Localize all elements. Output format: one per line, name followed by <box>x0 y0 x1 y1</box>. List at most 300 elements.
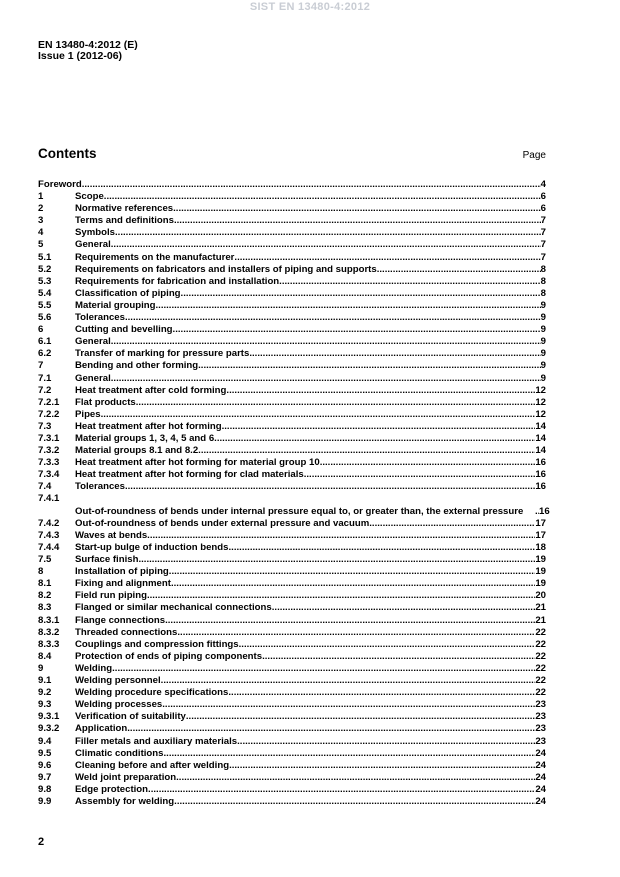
toc-entry-number: 8.3.1 <box>38 614 60 626</box>
toc-entry-body <box>75 505 550 518</box>
issue-label: Issue 1 (2012-06) <box>38 50 123 62</box>
toc-leader-dots <box>111 239 541 251</box>
toc-entry-number: 7.3.4 <box>38 469 60 481</box>
toc-entry-page: 6 <box>540 191 546 203</box>
toc-leader-dots <box>222 421 536 433</box>
toc-entry[interactable] <box>38 433 546 445</box>
toc-entry-body <box>75 627 546 639</box>
toc-entry-title[interactable]: Waves at bends <box>75 529 148 541</box>
toc-entry-page: 22 <box>535 675 546 687</box>
toc-entry-body <box>75 239 546 251</box>
contents-title: Contents <box>38 146 97 161</box>
toc-entry-number: 5.6 <box>38 312 52 324</box>
toc-leader-dots <box>377 264 541 276</box>
toc-entry[interactable] <box>38 748 546 760</box>
toc-entry-page: 17 <box>535 529 546 541</box>
toc-entry[interactable] <box>38 264 546 276</box>
toc-entry-body <box>75 639 546 651</box>
toc-entry[interactable] <box>38 348 546 360</box>
toc-leader-dots <box>155 300 540 312</box>
toc-leader-dots <box>169 566 536 578</box>
toc-entry-number: 8.3 <box>38 602 52 614</box>
toc-entry[interactable] <box>38 772 546 784</box>
toc-entry-number: 7.2.1 <box>38 396 60 408</box>
toc-entry[interactable] <box>38 796 546 808</box>
toc-entry-page: 12 <box>535 396 546 408</box>
toc-entry[interactable] <box>38 481 546 493</box>
toc-entry-title[interactable]: Material groups 8.1 and 8.2 <box>75 445 199 457</box>
toc-entry-number: 7.2.2 <box>38 408 60 420</box>
toc-entry-page: 22 <box>535 626 546 638</box>
toc-entry[interactable] <box>38 663 546 675</box>
toc-entry[interactable] <box>38 324 546 336</box>
toc-entry-page: 9 <box>540 312 546 324</box>
toc-leader-dots <box>320 457 536 469</box>
toc-entry-body <box>75 191 546 203</box>
toc-entry-body <box>75 736 546 748</box>
toc-entry-number: 9.3.1 <box>38 711 60 723</box>
toc-entry-body <box>75 651 546 663</box>
toc-entry-title[interactable]: Installation of piping <box>75 566 169 578</box>
toc-entry[interactable] <box>38 639 546 651</box>
toc-entry-number: 7.3.1 <box>38 432 60 444</box>
toc-entry-title[interactable]: Tolerances <box>75 481 125 493</box>
toc-entry-body <box>75 566 546 578</box>
toc-entry-title[interactable]: Normative references <box>75 203 174 215</box>
toc-entry-title[interactable]: Assembly for welding <box>75 795 175 807</box>
toc-entry[interactable] <box>38 615 546 627</box>
toc-entry-title[interactable]: Tolerances <box>75 312 125 324</box>
toc-entry-title[interactable]: Welding <box>75 662 113 674</box>
toc-entry-title[interactable]: Requirements on the manufacturer <box>75 251 235 263</box>
toc-entry-body <box>75 203 546 215</box>
toc-entry-number: 5.5 <box>38 299 52 311</box>
toc-entry-number: 5 <box>38 239 44 251</box>
toc-entry-title[interactable]: Application <box>75 723 128 735</box>
toc-leader-dots <box>173 203 541 215</box>
toc-entry-body <box>75 554 546 566</box>
toc-entry[interactable] <box>38 191 546 203</box>
toc-entry-number: 6.1 <box>38 336 52 348</box>
toc-entry-title[interactable]: Welding processes <box>75 699 163 711</box>
toc-entry[interactable] <box>38 373 546 385</box>
toc-entry[interactable] <box>38 590 546 602</box>
toc-entry-page: 22 <box>535 687 546 699</box>
toc-entry-body <box>75 360 546 372</box>
toc-entry-page: 20 <box>535 590 546 602</box>
toc-entry-title[interactable]: Heat treatment after cold forming <box>75 384 227 396</box>
toc-entry[interactable] <box>38 360 546 372</box>
toc-entry-page: 9 <box>540 360 546 372</box>
toc-entry[interactable] <box>38 252 546 264</box>
toc-entry-number: 9.9 <box>38 795 52 807</box>
toc-leader-dots <box>369 518 535 530</box>
toc-entry[interactable] <box>38 445 546 457</box>
toc-leader-dots <box>148 784 535 796</box>
toc-entry-page: 23 <box>535 711 546 723</box>
toc-entry-number: 7.4.4 <box>38 542 60 554</box>
toc-leader-dots <box>147 530 535 542</box>
toc-entry-title[interactable]: Fixing and alignment <box>75 578 171 590</box>
toc-entry-page: 19 <box>535 578 546 590</box>
toc-entry-number: 8.2 <box>38 590 52 602</box>
toc-entry[interactable] <box>38 784 546 796</box>
toc-entry[interactable] <box>38 421 546 433</box>
toc-entry[interactable] <box>38 687 546 699</box>
toc-entry[interactable] <box>38 457 546 469</box>
toc-entry[interactable] <box>38 469 546 481</box>
toc-entry-page: 23 <box>535 723 546 735</box>
toc-entry-body <box>75 457 546 469</box>
toc-entry-body <box>75 227 546 239</box>
toc-entry[interactable] <box>38 542 546 554</box>
toc-entry-page: 24 <box>535 771 546 783</box>
toc-entry[interactable] <box>38 723 546 735</box>
toc-leader-dots <box>234 252 540 264</box>
toc-entry-number: 9.4 <box>38 735 52 747</box>
toc-leader-dots <box>82 179 541 191</box>
toc-entry-page: 8 <box>540 275 546 287</box>
toc-entry-page: 7 <box>540 251 546 263</box>
toc-entry-title[interactable]: Protection of ends of piping components <box>75 650 263 662</box>
toc-entry-body <box>75 445 546 457</box>
toc-entry-title[interactable]: Edge protection <box>75 783 149 795</box>
toc-entry[interactable] <box>38 179 546 191</box>
toc-entry-title[interactable]: Pipes <box>75 408 101 420</box>
toc-leader-dots <box>181 288 541 300</box>
toc-leader-dots <box>101 409 536 421</box>
toc-entry-page: 16 <box>535 481 546 493</box>
toc-entry[interactable] <box>38 276 546 288</box>
toc-leader-dots <box>198 360 541 372</box>
toc-leader-dots <box>249 348 540 360</box>
toc-entry-body <box>75 215 546 227</box>
toc-entry-title[interactable]: Foreword <box>38 179 82 190</box>
toc-leader-dots <box>237 736 535 748</box>
toc-leader-dots <box>229 760 535 772</box>
toc-entry-page: 9 <box>540 299 546 311</box>
toc-entry-title[interactable]: Filler metals and auxiliary materials <box>75 735 238 747</box>
toc-entry-page: 23 <box>535 699 546 711</box>
toc-entry-number: 5.2 <box>38 263 52 275</box>
table-of-contents <box>38 179 550 808</box>
toc-entry-number: 7.3.3 <box>38 457 60 469</box>
toc-entry-title[interactable]: General <box>75 336 111 348</box>
toc-entry-title[interactable]: Requirements on fabricators and installers of piping and supports <box>75 263 377 275</box>
toc-entry[interactable] <box>38 651 546 663</box>
toc-leader-dots <box>164 748 536 760</box>
toc-entry-body <box>75 397 546 409</box>
toc-entry[interactable] <box>38 711 546 723</box>
toc-leader-dots <box>127 723 535 735</box>
toc-entry-number: 7 <box>38 360 44 372</box>
toc-entry[interactable] <box>38 566 546 578</box>
toc-entry-body <box>75 373 546 385</box>
toc-entry[interactable] <box>38 554 546 566</box>
toc-entry-body <box>75 772 546 784</box>
toc-leader-dots <box>174 215 541 227</box>
toc-leader-dots <box>111 336 541 348</box>
toc-entry-page: 16 <box>535 469 546 481</box>
toc-entry-number: 5.4 <box>38 287 52 299</box>
toc-leader-dots <box>147 590 535 602</box>
document-header <box>38 40 138 62</box>
toc-leader-dots <box>176 772 535 784</box>
toc-entry-page: 9 <box>540 324 546 336</box>
toc-entry-page: 24 <box>535 747 546 759</box>
toc-leader-dots <box>272 602 536 614</box>
toc-entry-page: 9 <box>540 336 546 348</box>
toc-entry-page: 12 <box>535 384 546 396</box>
toc-entry-page: 21 <box>535 614 546 626</box>
toc-entry-body <box>75 469 546 481</box>
toc-entry-page: 17 <box>535 517 546 529</box>
toc-entry-number: 9.6 <box>38 759 52 771</box>
toc-entry-body <box>75 663 546 675</box>
toc-entry-number: 9.5 <box>38 747 52 759</box>
toc-entry-number: 7.3 <box>38 420 52 432</box>
toc-entry-title[interactable]: Transfer of marking for pressure parts <box>75 348 250 360</box>
toc-entry-page: 22 <box>535 650 546 662</box>
toc-leader-dots <box>136 397 536 409</box>
toc-leader-dots <box>279 276 540 288</box>
toc-entry-title[interactable]: Flanged or similar mechanical connections <box>75 602 272 614</box>
toc-entry-number: 7.5 <box>38 554 52 566</box>
toc-entry-title[interactable]: Material grouping <box>75 299 156 311</box>
toc-entry-page: 7 <box>540 215 546 227</box>
toc-entry-title[interactable]: Threaded connections <box>75 626 178 638</box>
toc-leader-dots <box>112 663 535 675</box>
toc-entry-title[interactable]: Classification of piping <box>75 287 181 299</box>
toc-entry-page: 21 <box>535 602 546 614</box>
toc-entry-body <box>75 760 546 772</box>
toc-entry-page: 9 <box>540 348 546 360</box>
toc-entry-body <box>75 748 546 760</box>
toc-entry-page: 14 <box>535 420 546 432</box>
toc-entry-number: 9.1 <box>38 675 52 687</box>
toc-entry-number: 7.4.2 <box>38 517 60 529</box>
toc-entry-title[interactable]: Flange connections <box>75 614 166 626</box>
toc-entry-number: 8.3.2 <box>38 626 60 638</box>
toc-leader-dots <box>304 469 536 481</box>
toc-entry-body <box>75 784 546 796</box>
toc-entry[interactable] <box>38 530 546 542</box>
toc-entry-title[interactable]: Bending and other forming <box>75 360 199 372</box>
toc-entry-title[interactable]: Start-up bulge of induction bends <box>75 542 229 554</box>
toc-entry-page: 14 <box>535 445 546 457</box>
toc-entry-body <box>75 276 546 288</box>
toc-entry-title[interactable]: Material groups 1, 3, 4, 5 and 6 <box>75 432 215 444</box>
toc-entry-title[interactable]: Heat treatment after hot forming for clad materials <box>75 469 304 481</box>
toc-entry-body <box>75 542 546 554</box>
toc-entry-body <box>75 590 546 602</box>
toc-leader-dots <box>115 227 541 239</box>
toc-entry-title[interactable]: Surface finish <box>75 554 139 566</box>
toc-entry[interactable] <box>38 627 546 639</box>
toc-entry-body <box>75 796 546 808</box>
toc-entry-title[interactable]: Weld joint preparation <box>75 771 177 783</box>
toc-entry[interactable] <box>38 239 546 251</box>
toc-entry-title[interactable]: Cutting and bevelling <box>75 324 173 336</box>
toc-entry-title[interactable]: General <box>75 372 111 384</box>
toc-entry-number: 5.1 <box>38 251 52 263</box>
toc-entry[interactable] <box>38 300 546 312</box>
toc-entry[interactable] <box>38 736 546 748</box>
toc-entry-number: 7.3.2 <box>38 445 60 457</box>
toc-entry-number: 9.7 <box>38 771 52 783</box>
page-column-label: Page <box>522 150 546 161</box>
toc-entry-body <box>75 711 546 723</box>
toc-entry-title[interactable]: Terms and definitions <box>75 215 174 227</box>
toc-entry-title[interactable]: Cleaning before and after welding <box>75 759 230 771</box>
toc-entry-body <box>75 433 546 445</box>
toc-entry-body <box>75 252 546 264</box>
toc-leader-dots <box>198 445 535 457</box>
toc-entry-body <box>75 264 546 276</box>
toc-entry-number: 7.2 <box>38 384 52 396</box>
toc-leader-dots <box>138 554 535 566</box>
toc-leader-dots <box>226 385 535 397</box>
toc-entry-body <box>75 723 546 735</box>
toc-entry-number: 9 <box>38 662 44 674</box>
toc-entry-page: 12 <box>535 408 546 420</box>
toc-entry[interactable] <box>38 675 546 687</box>
toc-entry-title[interactable]: Couplings and compression fittings <box>75 638 239 650</box>
toc-entry[interactable] <box>38 409 546 421</box>
toc-entry-title[interactable]: Flat products <box>75 396 136 408</box>
toc-entry-body <box>75 518 546 530</box>
toc-entry[interactable] <box>38 203 546 215</box>
toc-leader-dots <box>104 191 541 203</box>
toc-entry-number: 7.4 <box>38 481 52 493</box>
toc-entry-page: 8 <box>540 287 546 299</box>
toc-leader-dots <box>173 324 541 336</box>
toc-entry-title[interactable]: Scope <box>75 191 104 203</box>
toc-entry-number: 3 <box>38 215 44 227</box>
toc-entry-number: 7.1 <box>38 372 52 384</box>
toc-entry-page: 19 <box>535 554 546 566</box>
toc-entry[interactable] <box>38 312 546 324</box>
toc-leader-dots <box>239 639 536 651</box>
toc-entry-title[interactable]: Field run piping <box>75 590 147 602</box>
toc-entry-page: 6 <box>540 203 546 215</box>
toc-entry[interactable] <box>38 336 546 348</box>
toc-entry-number: 9.3 <box>38 699 52 711</box>
toc-entry-title[interactable]: Climatic conditions <box>75 747 164 759</box>
toc-entry-page: 9 <box>540 372 546 384</box>
toc-leader-dots <box>228 687 535 699</box>
toc-entry[interactable] <box>38 493 550 517</box>
toc-leader-dots <box>186 711 535 723</box>
toc-entry-body <box>75 481 546 493</box>
toc-entry-title[interactable]: Welding procedure specifications <box>75 687 229 699</box>
toc-entry-page: 18 <box>535 542 546 554</box>
toc-entry-number: 2 <box>38 203 44 215</box>
toc-leader-dots <box>125 481 535 493</box>
toc-entry-page: 8 <box>540 263 546 275</box>
toc-entry[interactable] <box>38 397 546 409</box>
toc-entry-body <box>75 687 546 699</box>
toc-leader-dots <box>125 312 541 324</box>
toc-entry-body <box>75 699 546 711</box>
toc-entry-number: 4 <box>38 227 44 239</box>
toc-entry-body <box>75 675 546 687</box>
toc-entry[interactable] <box>38 518 546 530</box>
toc-entry-body <box>75 312 546 324</box>
toc-entry-body <box>75 288 546 300</box>
toc-entry-title[interactable]: Heat treatment after hot forming for material group 10 <box>75 457 320 469</box>
standard-designation: EN 13480-4:2012 (E) <box>38 39 138 51</box>
toc-entry[interactable] <box>38 215 546 227</box>
toc-entry-number: 9.8 <box>38 783 52 795</box>
toc-entry-title[interactable]: Symbols <box>75 227 115 239</box>
toc-entry-page: 22 <box>535 638 546 650</box>
toc-entry-number: 6 <box>38 324 44 336</box>
toc-leader-dots <box>177 627 535 639</box>
toc-entry[interactable] <box>38 699 546 711</box>
toc-entry-body <box>75 336 546 348</box>
toc-leader-dots <box>171 578 535 590</box>
toc-entry-title[interactable]: Requirements for fabrication and installation <box>75 275 280 287</box>
toc-leader-dots <box>162 699 535 711</box>
toc-entry-page: 23 <box>535 735 546 747</box>
toc-entry-body <box>75 421 546 433</box>
toc-entry-number: 6.2 <box>38 348 52 360</box>
toc-entry-page: 7 <box>540 227 546 239</box>
toc-entry-title[interactable]: Welding personnel <box>75 675 161 687</box>
toc-entry-page: 16 <box>539 505 550 517</box>
toc-entry-number: 8 <box>38 566 44 578</box>
toc-entry[interactable] <box>38 385 546 397</box>
toc-entry-body <box>75 602 546 614</box>
toc-entry-body <box>75 324 546 336</box>
toc-leader-dots <box>165 615 535 627</box>
toc-entry-number: 1 <box>38 191 44 203</box>
toc-entry-body <box>75 300 546 312</box>
toc-entry-page: 4 <box>540 179 546 190</box>
toc-entry[interactable] <box>38 760 546 772</box>
toc-entry-body <box>75 409 546 421</box>
toc-entry-title[interactable]: Heat treatment after hot forming <box>75 420 222 432</box>
toc-entry-page: 22 <box>535 662 546 674</box>
toc-entry-title[interactable]: General <box>75 239 111 251</box>
toc-entry[interactable] <box>38 578 546 590</box>
toc-entry[interactable] <box>38 288 546 300</box>
watermark: SIST EN 13480-4:2012 <box>249 1 371 13</box>
toc-entry-number: 5.3 <box>38 275 52 287</box>
page-number: 2 <box>38 836 45 848</box>
toc-entry-number: 8.4 <box>38 650 52 662</box>
toc-leader-dots <box>111 373 541 385</box>
toc-entry-number: 9.3.2 <box>38 723 60 735</box>
toc-entry-title[interactable]: Out-of-roundness of bends under internal pressure equal to, or greater than, the external pressure <box>75 505 524 517</box>
toc-entry-number: 8.3.3 <box>38 638 60 650</box>
toc-entry-page: 24 <box>535 795 546 807</box>
toc-leader-dots <box>161 675 536 687</box>
toc-leader-dots <box>214 433 535 445</box>
toc-entry[interactable] <box>38 602 546 614</box>
toc-entry-number: 7.4.3 <box>38 529 60 541</box>
toc-leader-dots <box>174 796 535 808</box>
toc-entry-body <box>38 179 546 191</box>
toc-leader-dots <box>262 651 535 663</box>
toc-entry-body <box>75 578 546 590</box>
toc-entry-page: 24 <box>535 783 546 795</box>
toc-entry-title[interactable]: Out-of-roundness of bends under external pressure and vacuum <box>75 517 370 529</box>
toc-entry[interactable] <box>38 227 546 239</box>
toc-entry-title[interactable]: Verification of suitability <box>75 711 186 723</box>
toc-entry-body <box>75 530 546 542</box>
